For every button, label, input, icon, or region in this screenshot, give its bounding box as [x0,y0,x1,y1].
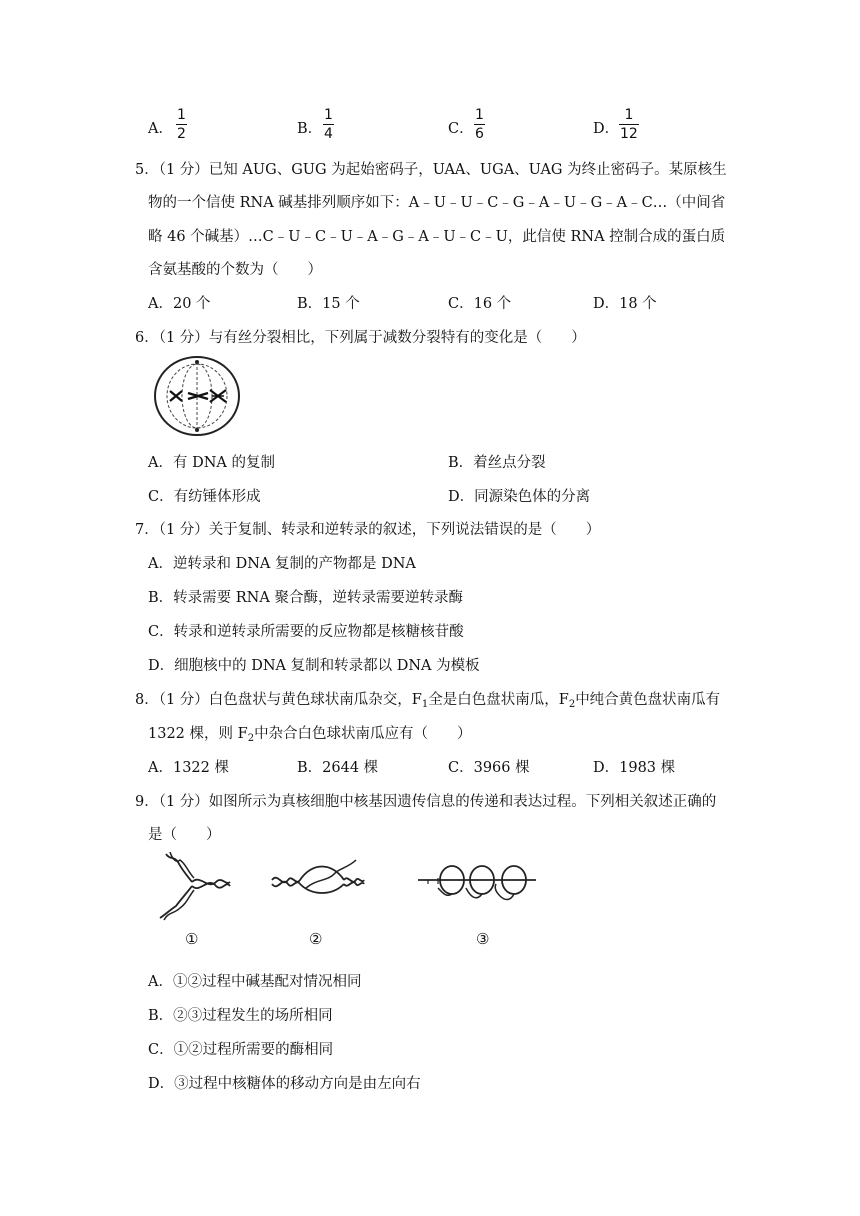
numerator: 1 [324,107,333,123]
q5-line-2: 物的一个信使 RNA 碱基排列顺序如下：A﹣U﹣U﹣C﹣G﹣A﹣U﹣G﹣A﹣C…（中间省 [148,195,726,211]
q9-option-c: C．①②过程所需要的酶相同 [148,1042,334,1058]
figure-label-3: ③ [476,930,490,948]
q8-option-a: A．1322 棵 [148,760,229,776]
q5-option-a: A．20 个 [148,296,211,312]
q4-option-a-label: A． [148,121,173,137]
q6-option-d: D．同源染色体的分离 [448,489,591,505]
denominator: 6 [475,126,484,142]
translation-figure [416,858,540,904]
q5-option-b: B．15 个 [297,296,360,312]
q8-line-2 [148,722,472,744]
q7-option-d: D．细胞核中的 DNA 复制和转录都以 DNA 为模板 [148,658,480,674]
q8-text: 1322 棵，则 F [148,726,248,742]
dna-replication-figure [152,852,232,922]
subscript: 2 [247,733,255,744]
q4-option-d-fraction [619,108,639,141]
q8-text: 中纯合黄色盘状南瓜有 [575,692,721,708]
q7-option-a: A．逆转录和 DNA 复制的产物都是 DNA [148,556,416,572]
numerator: 1 [475,107,484,123]
q6-option-b: B．着丝点分裂 [448,455,546,471]
q8-option-b: B．2644 棵 [297,760,379,776]
q5-line-3: 略 46 个碱基）…C﹣U﹣C﹣U﹣A﹣G﹣A﹣U﹣C﹣U，此信使 RNA 控制合成的蛋白质 [148,229,726,245]
numerator: 1 [624,107,634,123]
q8-option-d: D．1983 棵 [593,760,676,776]
q6-option-c: C．有纺锤体形成 [148,489,261,505]
q7-option-c: C．转录和逆转录所需要的反应物都是核糖核苷酸 [148,624,464,640]
q5-line-1: 5．（1 分）已知 AUG、GUG 为起始密码子，UAA、UGA、UAG 为终止密码子。某原核生 [135,162,727,178]
q9-line-1: 9．（1 分）如图所示为真核细胞中核基因遗传信息的传递和表达过程。下列相关叙述正确的 [135,794,717,810]
numerator: 1 [177,107,186,123]
subscript: 1 [421,699,429,710]
q5-option-c: C．16 个 [448,296,512,312]
q4-option-a-fraction [176,108,187,141]
denominator: 4 [324,126,333,142]
subscript: 2 [568,699,576,710]
q9-option-b: B．②③过程发生的场所相同 [148,1008,333,1024]
q5-line-4: 含氨基酸的个数为（ ） [148,262,322,278]
q9-line-2: 是（ ） [148,827,221,843]
q5-option-d: D．18 个 [593,296,657,312]
q4-option-b-label: B． [297,121,323,137]
q8-text: 8．（1 分）白色盘状与黄色球状南瓜杂交，F [135,692,422,708]
q8-text: 全是白色盘状南瓜，F [428,692,569,708]
q9-option-d: D．③过程中核糖体的移动方向是由左向右 [148,1076,421,1092]
q6-stem: 6．（1 分）与有丝分裂相比，下列属于减数分裂特有的变化是（ ） [135,330,586,346]
figure-label-2: ② [309,930,323,948]
q7-option-b: B．转录需要 RNA 聚合酶，逆转录需要逆转录酶 [148,590,463,606]
figure-label-1: ① [185,930,199,948]
denominator: 12 [620,126,638,142]
q6-option-a: A．有 DNA 的复制 [148,455,275,471]
q4-option-c-label: C． [448,121,474,137]
q8-line-1 [135,688,720,710]
transcription-figure [270,858,366,902]
q7-stem: 7．（1 分）关于复制、转录和逆转录的叙述，下列说法错误的是（ ） [135,522,601,538]
q4-option-b-fraction [323,108,334,141]
denominator: 2 [177,126,186,142]
cell-division-figure [152,354,242,438]
q4-option-d-label: D． [593,121,620,137]
q8-option-c: C．3966 棵 [448,760,530,776]
q9-option-a: A．①②过程中碱基配对情况相同 [148,974,362,990]
q8-text: 中杂合白色球状南瓜应有（ ） [254,726,472,742]
q4-option-c-fraction [474,108,485,141]
